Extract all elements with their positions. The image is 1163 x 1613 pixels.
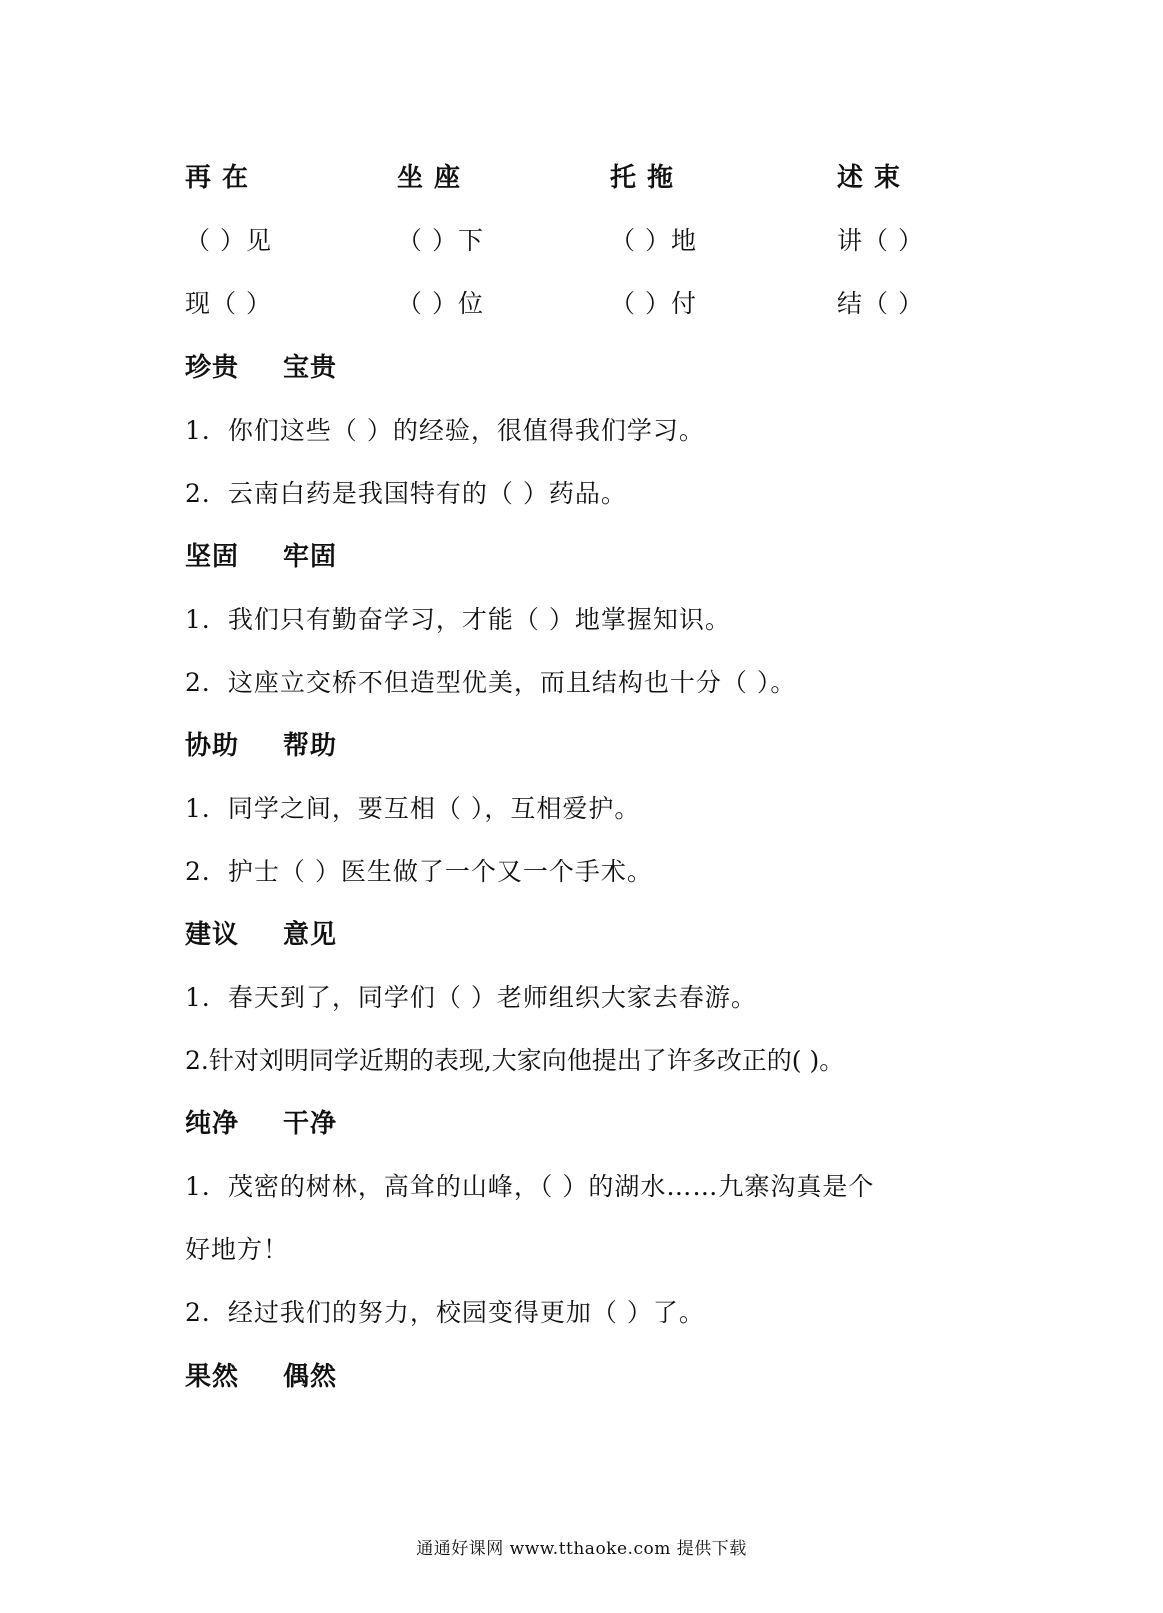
word-choice: 宝贵	[283, 353, 338, 383]
word-pair-heading	[185, 348, 337, 388]
fill-blank-cell: 结（ ）	[837, 289, 924, 318]
fill-blank-cell: （ ）下	[397, 226, 484, 255]
char-pair-header: 述 束	[837, 163, 902, 193]
word-choice: 协助	[185, 731, 240, 761]
word-choice: 帮助	[283, 731, 338, 761]
exercise-sentence: 1．春天到了，同学们（ ）老师组织大家去春游。	[185, 983, 757, 1012]
page-footer: 通通好课网 www.tthaoke.com 提供下载	[416, 1539, 747, 1559]
exercise-sentence: 1．同学之间，要互相（ ），互相爱护。	[185, 794, 641, 823]
word-pair-heading	[185, 537, 337, 577]
word-choice: 干净	[283, 1109, 338, 1139]
exercise-sentence: 2．护士（ ）医生做了一个又一个手术。	[185, 857, 653, 886]
word-choice: 偶然	[283, 1362, 338, 1392]
char-pair-header: 再 在	[185, 163, 250, 193]
word-choice: 珍贵	[185, 353, 240, 383]
exercise-sentence-continuation: 好地方！	[185, 1235, 290, 1264]
char-pair-header: 坐 座	[397, 163, 462, 193]
exercise-sentence: 1．你们这些（ ）的经验，很值得我们学习。	[185, 416, 705, 445]
exercise-sentence: 2．经过我们的努力，校园变得更加（ ）了。	[185, 1298, 705, 1327]
word-pair-heading	[185, 726, 337, 766]
word-choice: 建议	[185, 920, 240, 950]
fill-blank-cell: 讲（ ）	[837, 226, 924, 255]
fill-blank-cell: 现（ ）	[185, 289, 272, 318]
fill-blank-cell: （ ）位	[397, 289, 484, 318]
char-pair-header: 托 拖	[610, 163, 675, 193]
exercise-sentence: 2．这座立交桥不但造型优美，而且结构也十分（ ）。	[185, 668, 797, 697]
fill-blank-cell: （ ）地	[610, 226, 697, 255]
exercise-sentence: 1．茂密的树林，高耸的山峰，（ ）的湖水……九寨沟真是个	[185, 1172, 875, 1201]
exercise-sentence: 2．云南白药是我国特有的（ ）药品。	[185, 479, 627, 508]
fill-blank-cell: （ ）见	[185, 226, 272, 255]
word-pair-heading	[185, 1357, 337, 1397]
exercise-sentence: 2.针对刘明同学近期的表现,大家向他提出了许多改正的( )。	[185, 1046, 845, 1075]
exercise-sentence: 1．我们只有勤奋学习，才能（ ）地掌握知识。	[185, 605, 731, 634]
word-pair-heading	[185, 915, 337, 955]
fill-blank-cell: （ ）付	[610, 289, 697, 318]
word-choice: 果然	[185, 1362, 240, 1392]
word-pair-heading	[185, 1104, 337, 1144]
word-choice: 意见	[283, 920, 338, 950]
word-choice: 牢固	[283, 542, 338, 572]
word-choice: 坚固	[185, 542, 240, 572]
word-choice: 纯净	[185, 1109, 240, 1139]
